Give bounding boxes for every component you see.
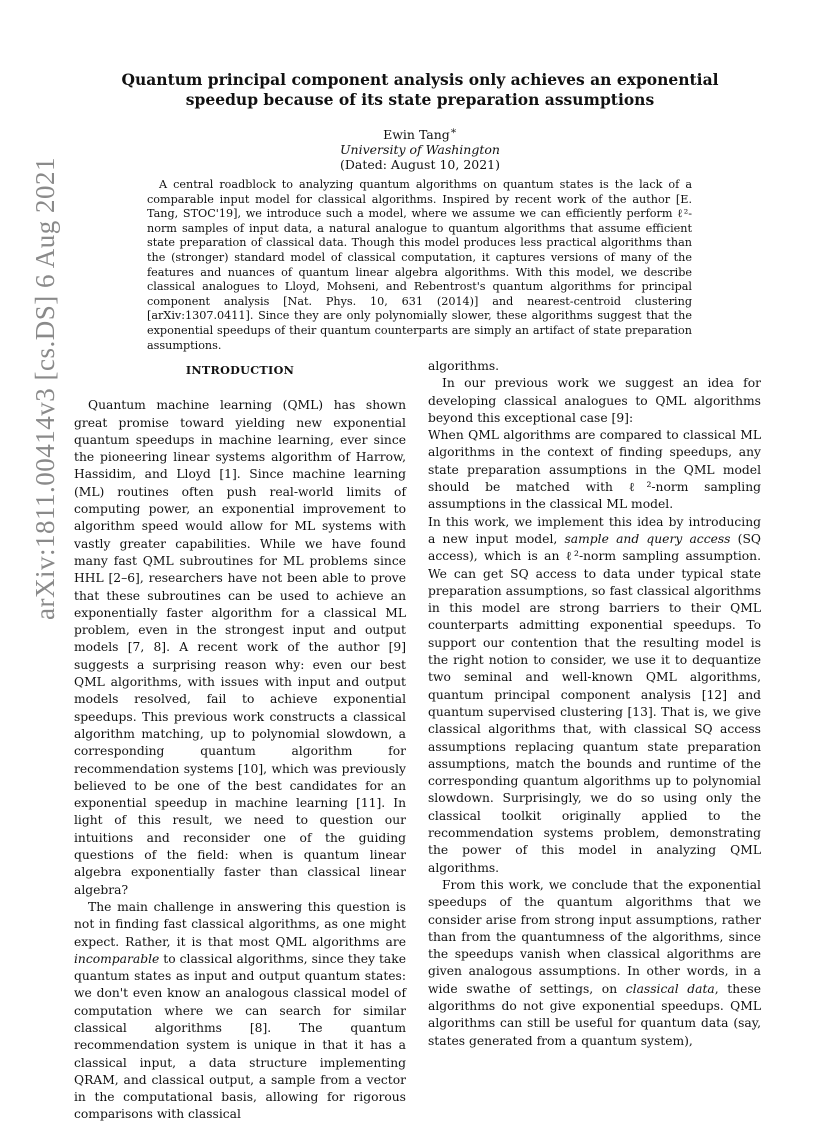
paragraph: Quantum machine learning (QML) has shown great promise toward yielding new exponential quantum speedups in machine learning, ever since the pioneering linear systems algorithm of Harrow, Hassidim, and Lloyd [1]. Since machine learning (ML) routines often push real-world limits of computing power, an exponential improvement to algorithm speed would allow for ML systems with vastly greater capabilities. While we have found many fast QML subroutines for ML problems since HHL [2–6], researchers have not been able to prove that these subroutines can be used to achieve an exponentially faster algorithm for a classical ML problem, even in the strongest input and output models [7, 8]. A recent work of the author [9] suggests a surprising reason why: even our best QML algorithms, with issues with input and output models resolved, fail to achieve exponential speedups. This previous work constructs a classical algorithm matching, up to polynomial slowdown, a corresponding quantum algorithm for recommendation systems [10], which was previously believed to be one of the best candidates for an exponential speedup in machine learning [11]. In light of this result, we need to question our intuitions and reconsider one of the guiding questions of the field: when is quantum linear algebra exponentially faster than classical linear algebra? [74,398,406,897]
author-block [90,124,750,172]
paper-date: (Dated: August 10, 2021) [339,157,501,173]
block-quote: When QML algorithms are compared to classical ML algorithms in the context of finding speedups, any state preparation assumptions in the QML model should be matched with ℓ²-norm sampling assumptions in the classical ML model. [428,428,761,512]
left-column [74,360,406,1124]
author-footnote-mark: ∗ [449,125,457,137]
section-heading: INTRODUCTION [185,363,295,377]
paragraph: In this work, we implement this idea by introducing a new input model, sample and query access (SQ access), which is an ℓ²-norm sampling assumption. We can get SQ access to data under typical state preparation assumptions, so fast classical algorithms in this model are strong barriers to their QML counterparts admitting exponential speedups. To support our contention that the resulting model is the right notion to consider, we use it to dequantize two seminal and well-known QML algorithms, quantum principal component analysis [12] and quantum supervised clustering [13]. That is, we give classical algorithms that, with classical SQ access assumptions replacing quantum state preparation assumptions, match the bounds and runtime of the corresponding quantum algorithms up to polynomial slowdown. Surprisingly, we do so using only the classical toolkit originally applied to the recommendation systems problem, demonstrating the power of this model in analyzing QML algorithms. [428,514,761,875]
paragraph: algorithms. [428,359,500,373]
paragraph: From this work, we conclude that the exponential speedups of the quantum algorithms that we consider arise from strong input assumptions, rather than from the quantumness of the algorithms, since the speedups vanish when classical algorithms are given analogous assumptions. In other words, in a wide swathe of settings, on classical data, these algorithms do not give exponential speedups. QML algorithms can still be useful for quantum data (say, states generated from a quantum system), [428,877,761,1048]
paragraph: The main challenge in answering this question is not in finding fast classical algorithms, as one might expect. Rather, it is that most QML algorithms are incomparable to classical algorithms, since they take quantum states as input and output quantum states: we don't even know an analogous classical model of computation where we can search for similar classical algorithms [8]. The quantum recommendation system is unique in that it has a classical input, a data structure implementing QRAM, and classical output, a sample from a vector in the computational basis, allowing for rigorous comparisons with classical [74,899,406,1122]
author-affiliation: University of Washington [340,142,500,158]
arxiv-identifier: arXiv:1811.00414v3 [cs.DS] 6 Aug 2021 [30,157,60,620]
right-column [428,358,761,1050]
abstract: A central roadblock to analyzing quantum algorithms on quantum states is the lack of a comparable input model for classical algorithms. Inspired by recent work of the author [E. Tang, STOC'19], we introduce such a model, where we assume we can efficiently perform ℓ²-norm samples of input data, a natural analogue to quantum algorithms that assume efficient state preparation of classical data. Though this model produces less practical algorithms than the (stronger) standard model of classical computation, it captures versions of many of the features and nuances of quantum linear algebra algorithms. With this model, we describe classical analogues to Lloyd, Mohseni, and Rebentrost's quantum algorithms for principal component analysis [Nat. Phys. 10, 631 (2014)] and nearest-centroid clustering [arXiv:1307.0411]. Since they are only polynomially slower, these algorithms suggest that the exponential speedups of their quantum counterparts are simply an artifact of state preparation assumptions. [147,178,692,352]
author-name: Ewin Tang∗ [383,125,457,143]
paper-title: Quantum principal component analysis only achieves an exponential speedup because of its state preparation assumptions [121,70,719,109]
paragraph: In our previous work we suggest an idea for developing classical analogues to QML algorithms beyond this exceptional case [9]: [428,376,761,425]
